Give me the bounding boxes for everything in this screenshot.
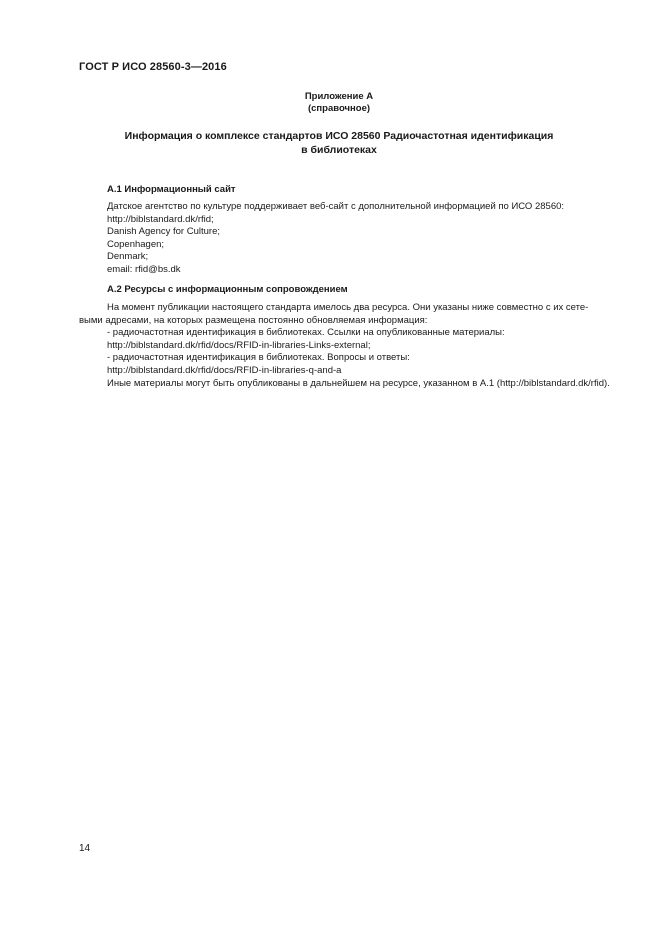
section-a1-body (107, 201, 564, 277)
section-a1-line: Denmark; (107, 251, 149, 263)
section-a1-line: Danish Agency for Culture; (107, 226, 221, 238)
section-a1-line: http://biblstandard.dk/rfid; (107, 213, 214, 225)
page-number: 14 (79, 843, 91, 854)
section-a1-line: email: rfid@bs.dk (107, 263, 181, 275)
section-a2-paragraph-line-2: выми адресами, на которых размещена постоянно обновляемая информация: (79, 314, 428, 326)
section-a1-line: Датское агентство по культуре поддерживает веб-сайт с дополнительной информацией по ИСО 28560: (107, 201, 565, 212)
section-a2-heading: А.2 Ресурсы с информационным сопровождением (107, 284, 348, 295)
section-a2-item: http://biblstandard.dk/rfid/docs/RFID-in-libraries-q-and-a (107, 364, 342, 376)
section-a2-item: http://biblstandard.dk/rfid/docs/RFID-in-libraries-Links-external; (107, 339, 371, 351)
section-a2-item: - радиочастотная идентификация в библиотеках. Вопросы и ответы: (107, 352, 410, 364)
annex-title (79, 129, 599, 157)
annex-label: Приложение А (304, 91, 374, 102)
annex-label-block (79, 91, 599, 115)
standard-code-header: ГОСТ Р ИСО 28560-3—2016 (79, 61, 227, 73)
annex-title-line-1: Информация о комплексе стандартов ИСО 28560 Радиочастотная идентификация (124, 130, 554, 142)
section-a1-line: Copenhagen; (107, 238, 165, 250)
section-a1-heading: А.1 Информационный сайт (107, 184, 236, 195)
annex-title-line-2: в библиотеках (301, 144, 377, 156)
section-a2-paragraph-line-1: На момент публикации настоящего стандарта имелось два ресурса. Они указаны ниже совместно с их сете- (107, 302, 589, 313)
annex-status: (справочное) (307, 103, 371, 114)
section-a2-item: Иные материалы могут быть опубликованы в дальнейшем на ресурсе, указанном в А.1 (http://biblstandard.dk/rfid). (107, 377, 610, 389)
section-a2-body (79, 302, 610, 390)
section-a2-item: - радиочастотная идентификация в библиотеках. Ссылки на опубликованные материалы: (107, 327, 505, 339)
